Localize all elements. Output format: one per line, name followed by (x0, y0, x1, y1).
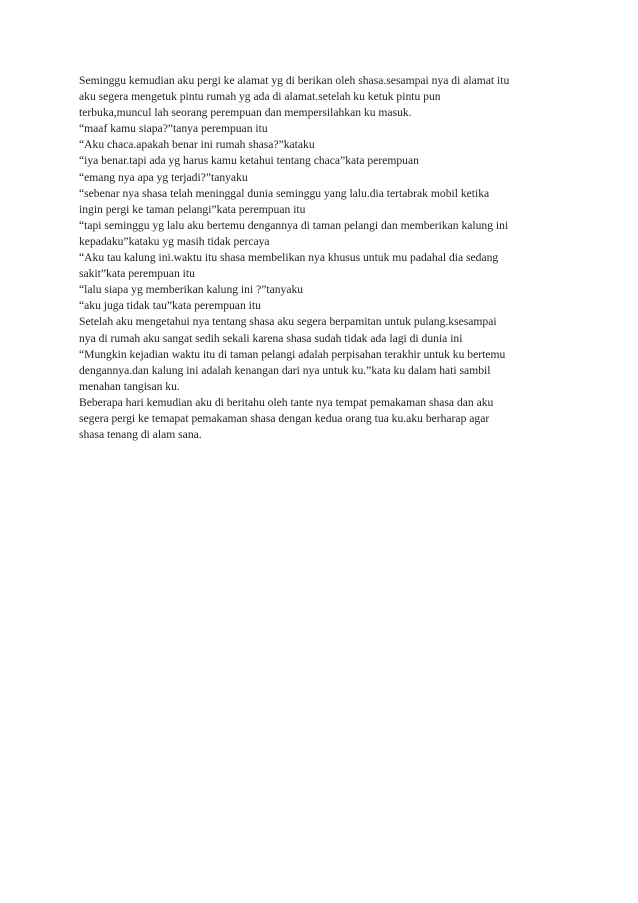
text-line: “tapi seminggu yg lalu aku bertemu dengannya di taman pelangi dan memberikan kalung ini (79, 218, 509, 232)
text-line: “maaf kamu siapa?”tanya perempuan itu (79, 122, 268, 136)
text-line: ingin pergi ke taman pelangi”kata perempuan itu (79, 202, 306, 216)
text-line: segera pergi ke temapat pemakaman shasa dengan kedua orang tua ku.aku berharap agar (79, 411, 490, 425)
text-line: “lalu siapa yg memberikan kalung ini ?”tanyaku (79, 283, 304, 297)
text-line: menahan tangisan ku. (79, 379, 180, 393)
text-line: “aku juga tidak tau”kata perempuan itu (79, 299, 261, 313)
text-line: sakit”kata perempuan itu (79, 267, 195, 281)
text-line: “Mungkin kejadian waktu itu di taman pelangi adalah perpisahan terakhir untuk ku bertemu (79, 347, 506, 361)
text-line: terbuka,muncul lah seorang perempuan dan mempersilahkan ku masuk. (79, 106, 412, 120)
text-line: Setelah aku mengetahui nya tentang shasa aku segera berpamitan untuk pulang.ksesampai (79, 315, 497, 329)
text-line: “emang nya apa yg terjadi?”tanyaku (79, 170, 248, 184)
text-line: Beberapa hari kemudian aku di beritahu oleh tante nya tempat pemakaman shasa dan aku (79, 395, 494, 409)
text-line: “Aku tau kalung ini.waktu itu shasa membelikan nya khusus untuk mu padahal dia sedang (79, 251, 499, 265)
text-line: “Aku chaca.apakah benar ini rumah shasa?”kataku (79, 138, 315, 152)
story-text (79, 73, 579, 443)
text-line: dengannya.dan kalung ini adalah kenangan dari nya untuk ku.”kata ku dalam hati sambil (79, 363, 491, 377)
text-line: kepadaku”kataku yg masih tidak percaya (79, 234, 270, 248)
text-line: “iya benar.tapi ada yg harus kamu ketahui tentang chaca”kata perempuan (79, 154, 419, 168)
text-line: “sebenar nya shasa telah meninggal dunia seminggu yang lalu.dia tertabrak mobil ketika (79, 186, 490, 200)
text-line: Seminggu kemudian aku pergi ke alamat yg di berikan oleh shasa.sesampai nya di alamat itu (79, 74, 510, 87)
text-line: nya di rumah aku sangat sedih sekali karena shasa sudah tidak ada lagi di dunia ini (79, 331, 463, 345)
text-line: shasa tenang di alam sana. (79, 428, 202, 442)
text-line: aku segera mengetuk pintu rumah yg ada di alamat.setelah ku ketuk pintu pun (79, 90, 441, 104)
